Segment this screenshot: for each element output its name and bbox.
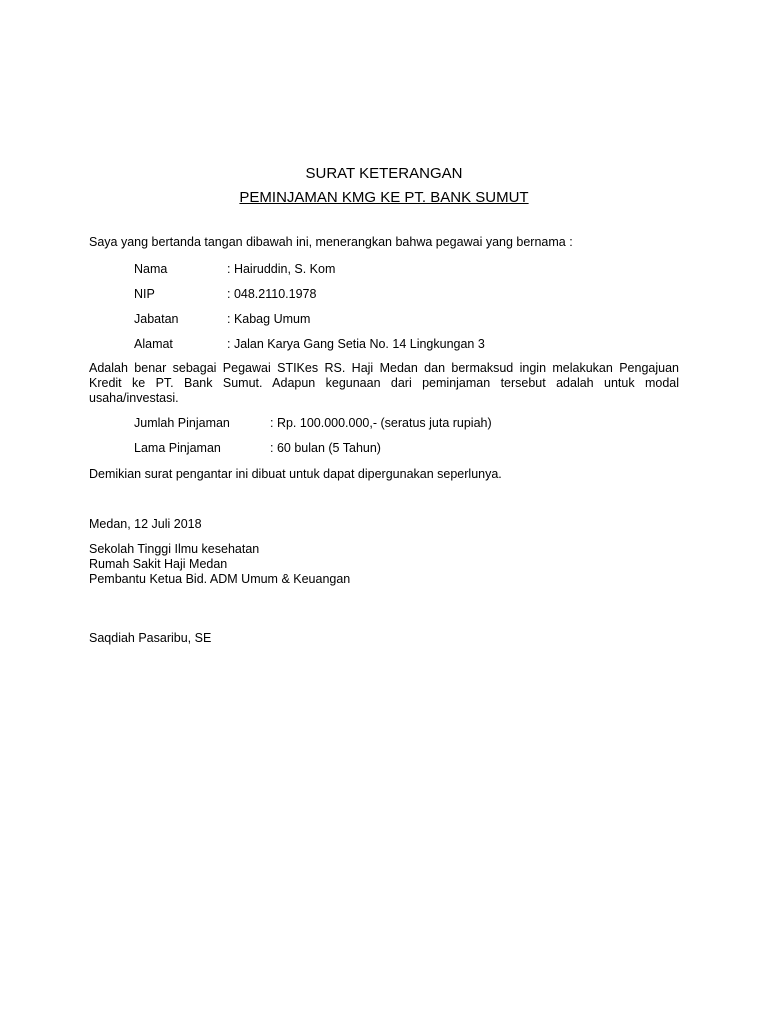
- loan-label: Lama Pinjaman: [134, 441, 221, 455]
- loan-value: : 60 bulan (5 Tahun): [270, 441, 381, 455]
- place-date: Medan, 12 Juli 2018: [89, 517, 202, 531]
- institution-line: Pembantu Ketua Bid. ADM Umum & Keuangan: [89, 572, 351, 586]
- institution-line: Rumah Sakit Haji Medan: [89, 557, 228, 571]
- signatory-name: Saqdiah Pasaribu, SE: [89, 631, 212, 645]
- intro-text: Saya yang bertanda tangan dibawah ini, menerangkan bahwa pegawai yang bernama :: [89, 235, 573, 249]
- identity-label: NIP: [134, 287, 155, 301]
- identity-label: Jabatan: [134, 312, 179, 326]
- identity-label: Nama: [134, 262, 168, 276]
- identity-value: : Jalan Karya Gang Setia No. 14 Lingkungan 3: [227, 337, 485, 351]
- loan-label: Jumlah Pinjaman: [134, 416, 230, 430]
- statement-paragraph: Adalah benar sebagai Pegawai STIKes RS. Haji Medan dan bermaksud ingin melakukan Pengajuan Kredit ke PT. Bank Sumut. Adapun kegunaan dari peminjaman tersebut adalah untuk modal usaha/investasi.: [89, 361, 679, 405]
- loan-value: : Rp. 100.000.000,- (seratus juta rupiah): [270, 416, 492, 430]
- institution-line: Sekolah Tinggi Ilmu kesehatan: [89, 542, 260, 556]
- letter-subtitle: PEMINJAMAN KMG KE PT. BANK SUMUT: [239, 189, 529, 206]
- identity-value: : 048.2110.1978: [227, 287, 317, 301]
- closing-text: Demikian surat pengantar ini dibuat untuk dapat dipergunakan seperlunya.: [89, 467, 502, 481]
- identity-value: : Hairuddin, S. Kom: [227, 262, 336, 276]
- letter-title: SURAT KETERANGAN: [305, 165, 463, 182]
- identity-value: : Kabag Umum: [227, 312, 311, 326]
- identity-label: Alamat: [134, 337, 173, 351]
